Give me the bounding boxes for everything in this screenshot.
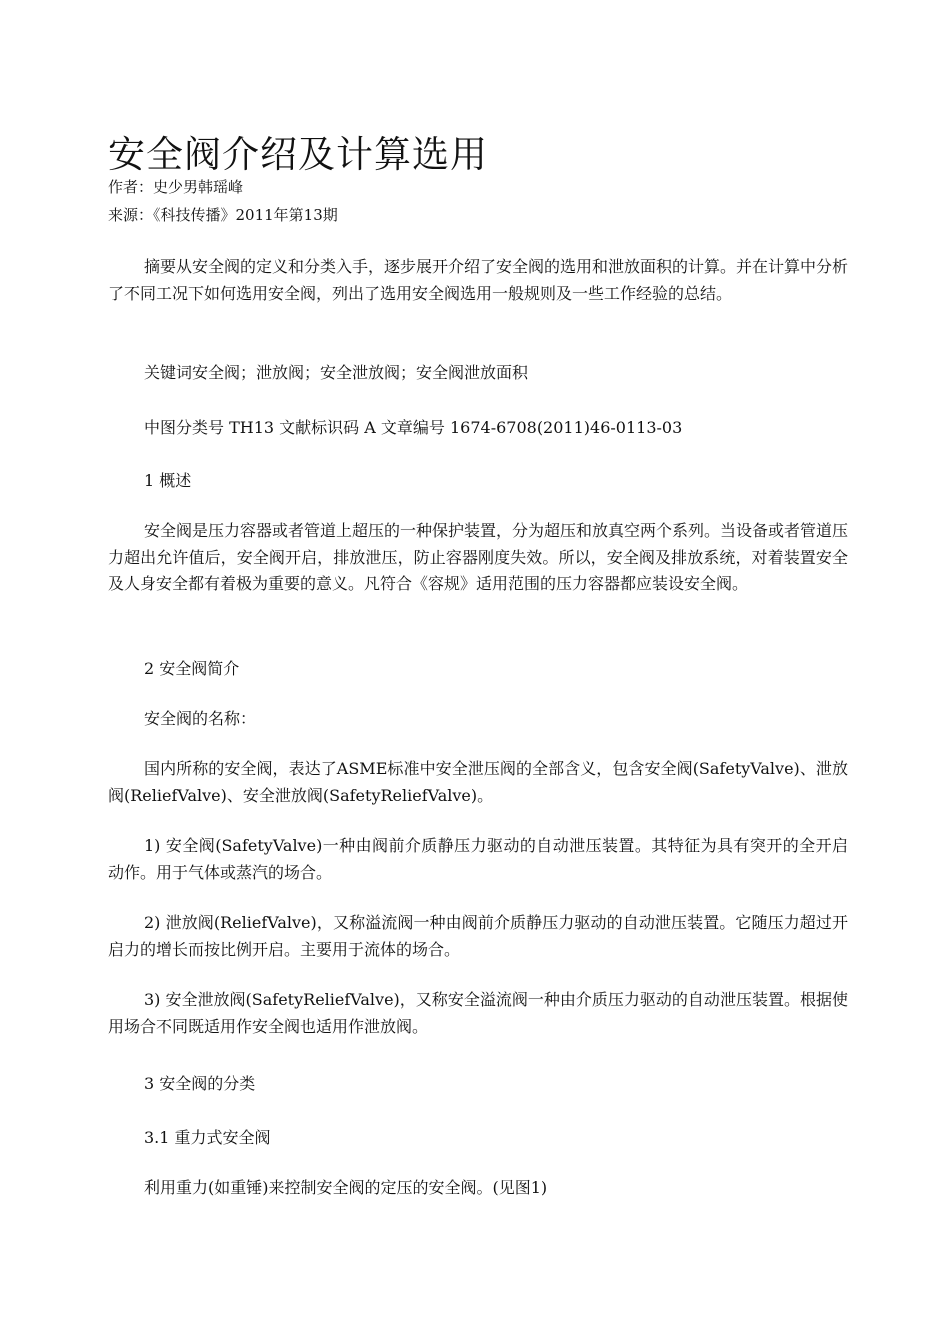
classification-line: 中图分类号 TH13 文献标识码 A 文章编号 1674-6708(2011)46-0113-03 bbox=[144, 418, 683, 437]
document-title: 安全阀介绍及计算选用 bbox=[108, 132, 488, 176]
section-3-1-heading: 3.1 重力式安全阀 bbox=[144, 1128, 271, 1147]
list-item-safety-valve: 1) 安全阀(SafetyValve)一种由阀前介质静压力驱动的自动泄压装置。其特征为具有突开的全开启动作。用于气体或蒸汽的场合。 bbox=[108, 836, 848, 882]
abstract-paragraph: 摘要从安全阀的定义和分类入手，逐步展开介绍了安全阀的选用和泄放面积的计算。并在计算中分析了不同工况下如何选用安全阀，列出了选用安全阀选用一般规则及一些工作经验的总结。 bbox=[108, 257, 849, 303]
section-2-paragraph: 国内所称的安全阀，表达了ASME标准中安全泄压阀的全部含义，包含安全阀(SafetyValve)、泄放阀(ReliefValve)、安全泄放阀(SafetyReliefValve)。 bbox=[108, 759, 848, 805]
list-item-relief-valve: 2) 泄放阀(ReliefValve)，又称溢流阀一种由阀前介质静压力驱动的自动泄压装置。它随压力超过开启力的增长而按比例开启。主要用于流体的场合。 bbox=[108, 913, 848, 959]
section-3-1-paragraph: 利用重力(如重锤)来控制安全阀的定压的安全阀。(见图1) bbox=[144, 1178, 548, 1197]
keywords-line: 关键词安全阀；泄放阀；安全泄放阀；安全阀泄放面积 bbox=[144, 363, 529, 382]
author-line: 作者：史少男韩瑶峰 bbox=[108, 178, 244, 196]
section-2-name-label: 安全阀的名称： bbox=[144, 709, 257, 728]
source-line: 来源：《科技传播》2011年第13期 bbox=[108, 206, 338, 224]
section-1-paragraph: 安全阀是压力容器或者管道上超压的一种保护装置，分为超压和放真空两个系列。当设备或者管道压力超出允许值后，安全阀开启，排放泄压，防止容器刚度失效。所以，安全阀及排放系统，对着装置安全及人身安全都有着极为重要的意义。凡符合《容规》适用范围的压力容器都应装设安全阀。 bbox=[108, 521, 849, 593]
list-item-safety-relief-valve: 3) 安全泄放阀(SafetyReliefValve)，又称安全溢流阀一种由介质压力驱动的自动泄压装置。根据使用场合不同既适用作安全阀也适用作泄放阀。 bbox=[108, 990, 848, 1036]
section-1-heading: 1 概述 bbox=[144, 471, 192, 490]
section-2-heading: 2 安全阀简介 bbox=[144, 659, 240, 678]
section-3-heading: 3 安全阀的分类 bbox=[144, 1074, 256, 1093]
